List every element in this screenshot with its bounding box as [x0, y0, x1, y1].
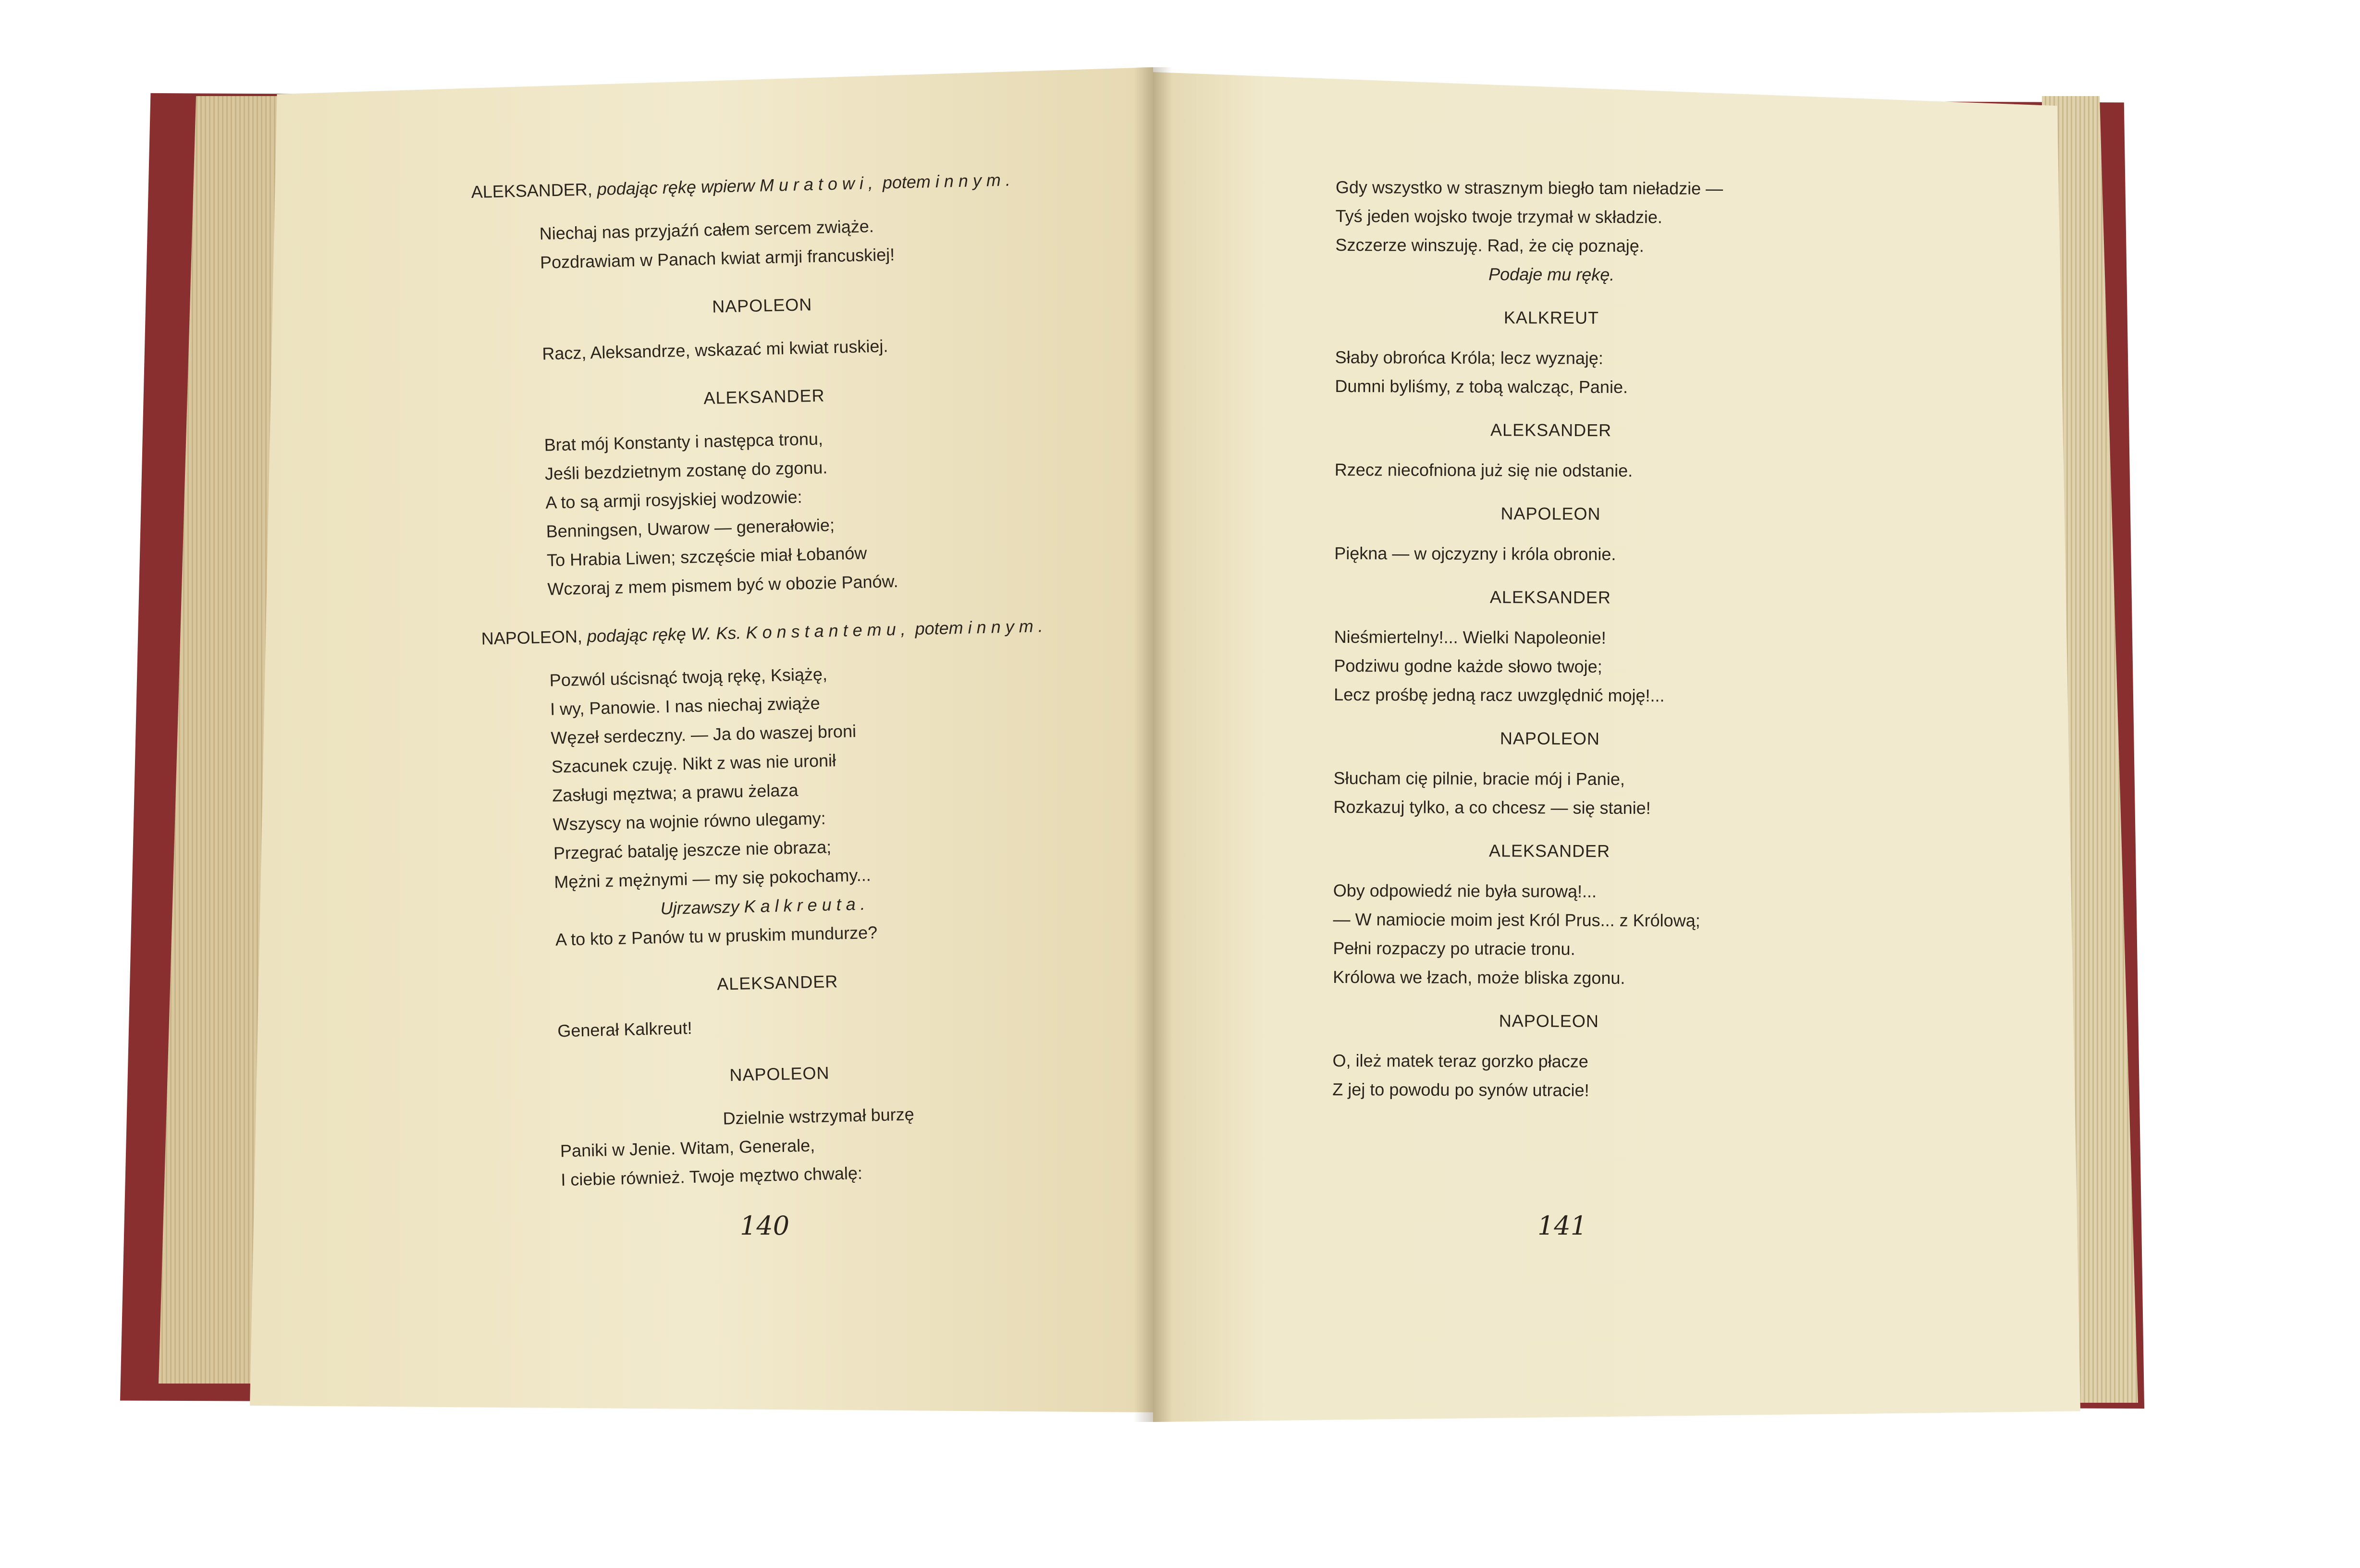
verse-line: Szacunek czuję. Nikt z was nie uronił	[551, 750, 836, 777]
verse-line: A to są armji rosyjskiej wodzowie:	[545, 487, 802, 513]
spaced-name: Muratowi,	[759, 172, 878, 196]
verse-line: Jeśli bezdzietnym zostanę do zgonu.	[544, 457, 828, 484]
verse-line: Gdy wszystko w strasznym biegło tam nieładzie —	[1335, 177, 1723, 198]
verse-line: Pełni rozpaczy po utracie tronu.	[1333, 938, 1575, 959]
speaker-heading: KALKREUT	[1503, 307, 1599, 328]
spaced-name: innym.	[968, 616, 1048, 637]
stage-direction: Ujrzawszy	[660, 896, 740, 919]
verse-line: Benningsen, Uwarow — generałowie;	[546, 515, 835, 541]
spaced-name: Konstantemu,	[746, 619, 911, 643]
verse-line: Przegrać batalję jeszcze nie obraza;	[553, 837, 832, 863]
spaced-name: innym.	[935, 170, 1016, 192]
verse-line: Nieśmiertelny!... Wielki Napoleonie!	[1334, 626, 1606, 648]
verse-line: Dumni byliśmy, z tobą walcząc, Panie.	[1335, 376, 1628, 397]
speaker-heading: NAPOLEON	[1499, 1011, 1599, 1031]
speaker-heading: NAPOLEON	[729, 1063, 830, 1085]
page-number-left: 140	[740, 1211, 790, 1241]
stage-direction: podając rękę W. Ks.	[587, 623, 741, 646]
stage-direction: potem	[882, 172, 931, 193]
speaker-heading: ALEKSANDER	[1490, 420, 1612, 441]
stage-direction: podając rękę wpierw	[597, 175, 755, 199]
verse-line: Generał Kalkreut!	[557, 1018, 692, 1041]
speaker-heading: NAPOLEON	[1500, 503, 1601, 524]
verse-line: Słaby obrońca Króla; lecz wyznaję:	[1335, 347, 1604, 368]
spaced-name: Kalkreuta.	[744, 894, 871, 917]
speaker-heading: ALEKSANDER	[716, 971, 838, 994]
stage-direction-line	[481, 612, 1058, 653]
verse-line: I wy, Panowie. I nas niechaj zwiąże	[550, 693, 821, 719]
verse-line: Rozkazuj tylko, a co chcesz — się stanie!	[1333, 796, 1651, 818]
verse-line: Rzecz niecofniona już się nie odstanie.	[1334, 459, 1633, 481]
verse-line: Pozdrawiam w Panach kwiat armji francuskiej!	[540, 245, 895, 272]
verse-line: I ciebie również. Twoje męztwo chwalę:	[560, 1163, 863, 1190]
verse-line: Niechaj nas przyjaźń całem sercem zwiąże.	[539, 216, 874, 244]
verse-line: Słucham cię pilnie, bracie mój i Panie,	[1333, 768, 1625, 789]
verse-line: A to kto z Panów tu w pruskim mundurze?	[555, 922, 878, 950]
verse-line: Piękna — w ojczyzny i króla obronie.	[1334, 543, 1616, 564]
verse-line: Wczoraj z mem pismem być w obozie Panów.	[547, 571, 898, 599]
left-page-text	[471, 165, 1070, 1196]
verse-line: Lecz prośbę jedną racz uwzględnić moję!...	[1334, 684, 1665, 706]
verse-line: Zasługi męztwa; a prawu żelaza	[552, 780, 799, 806]
speaker-heading: NAPOLEON	[712, 294, 812, 317]
verse-line: Brat mój Konstanty i następca tronu,	[544, 429, 824, 455]
speaker-heading: ALEKSANDER	[1488, 841, 1610, 861]
verse-line: Królowa we łzach, może bliska zgonu.	[1333, 967, 1625, 988]
stage-direction: potem	[915, 618, 964, 639]
verse-line: Tyś jeden wojsko twoje trzymał w składzie.	[1335, 206, 1663, 227]
verse-line: Pozwól uścisnąć twoją rękę, Książę,	[549, 664, 828, 690]
verse-line: Węzeł serdeczny. — Ja do waszej broni	[551, 721, 857, 748]
speaker-name: NAPOLEON,	[481, 626, 583, 649]
speaker-name: ALEKSANDER,	[471, 179, 593, 202]
verse-line: Mężni z mężnymi — my się pokochamy...	[553, 865, 872, 892]
verse-line: Szczerze winszuję. Rad, że cię poznaję.	[1335, 234, 1644, 256]
verse-line: Z jej to powodu po synów utracie!	[1332, 1079, 1589, 1100]
right-page-text	[1332, 173, 1768, 1105]
verse-line: Paniki w Jenie. Witam, Generale,	[560, 1135, 815, 1161]
verse-line: O, ileż matek teraz gorzko płacze	[1332, 1050, 1588, 1071]
verse-line: Podziwu godne każde słowo twoje;	[1334, 655, 1602, 676]
verse-line: Wszyscy na wojnie równo ulegamy:	[553, 808, 826, 834]
verse-line: To Hrabia Liwen; szczęście miał Łobanów	[546, 543, 867, 570]
stage-direction: Podaje mu rękę.	[1488, 264, 1615, 285]
verse-line: Oby odpowiedź nie była surową!...	[1333, 880, 1597, 901]
page-number-right: 141	[1537, 1211, 1587, 1241]
speaker-heading: ALEKSANDER	[1489, 587, 1611, 608]
speaker-heading: ALEKSANDER	[703, 385, 825, 408]
verse-line: — W namiocie moim jest Król Prus... z Królową;	[1333, 909, 1700, 931]
verse-line: Racz, Aleksandrze, wskazać mi kwiat ruskiej.	[541, 336, 888, 364]
book-gutter	[1134, 67, 1172, 1422]
verse-line: Dzielnie wstrzymał burzę	[723, 1104, 915, 1128]
speaker-heading: NAPOLEON	[1500, 728, 1600, 748]
